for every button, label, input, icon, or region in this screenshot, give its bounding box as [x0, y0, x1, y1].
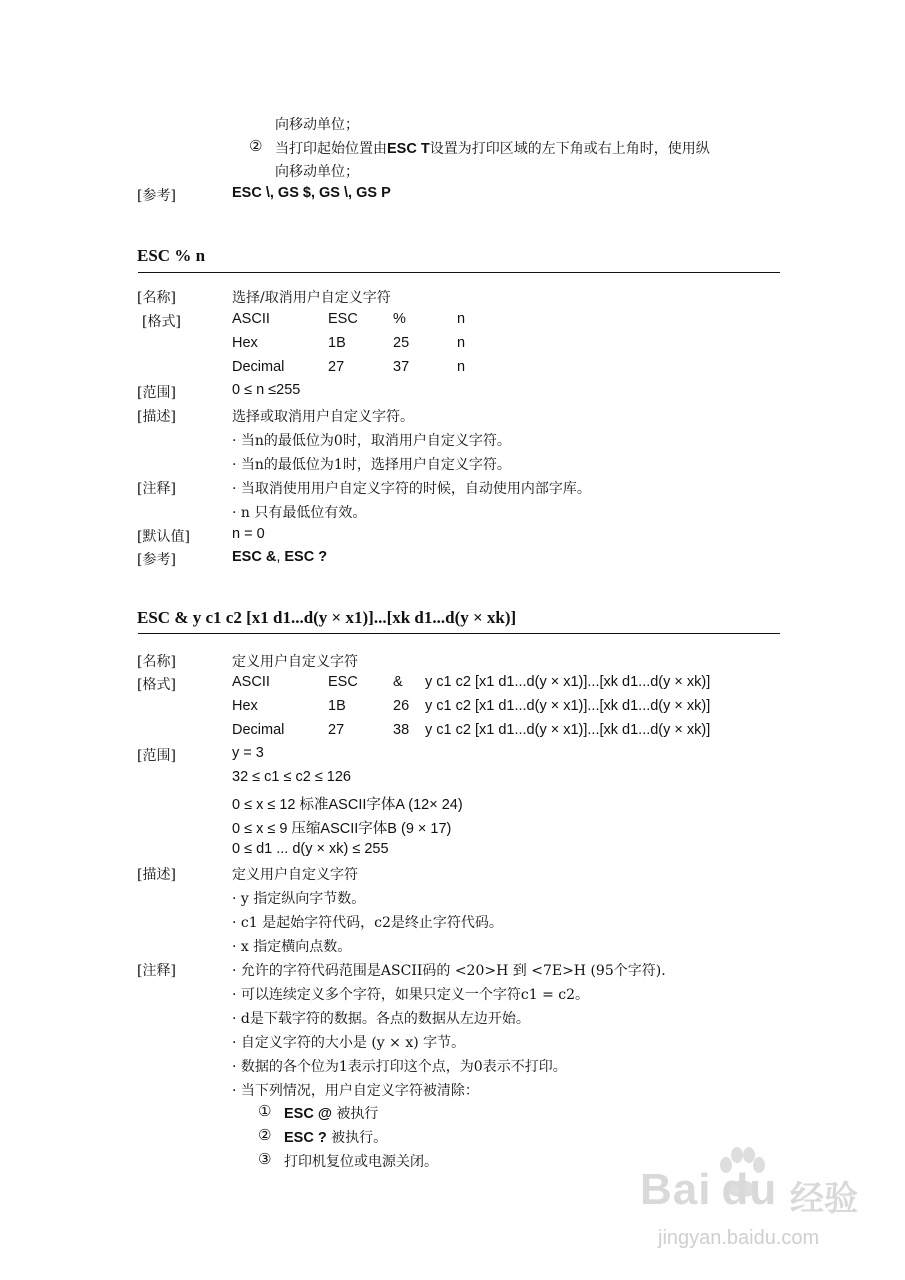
sec2-format-cell: &	[393, 674, 403, 690]
top-ref-label: [参考]	[137, 188, 176, 204]
sec2-format-cell: 27	[328, 722, 345, 738]
sec1-desc-line: · 当n的最低位为0时，取消用户自定义字符。	[232, 433, 511, 449]
sec1-format-label: [格式]	[142, 314, 181, 330]
continued-line-3: 向移动单位；	[275, 164, 359, 180]
clear-item-text: 被执行	[331, 1106, 379, 1122]
clear-item-text: 被执行。	[326, 1130, 388, 1146]
sec1-format-cell: %	[393, 311, 406, 327]
section1-title: ESC % n	[137, 246, 206, 265]
sec2-format-cell: y c1 c2 [x1 d1...d(y × x1)]...[xk d1...d(y × xk)]	[425, 698, 711, 714]
sec1-range-value: 0 ≤ n ≤255	[232, 382, 301, 398]
sec1-format-cell: Hex	[232, 335, 258, 351]
sec2-format-cell: Decimal	[232, 722, 285, 738]
sec1-default-value: n = 0	[232, 526, 265, 542]
section2-rule	[138, 633, 780, 634]
sec2-format-cell: ESC	[328, 674, 358, 690]
watermark-brand-b: du	[721, 1165, 778, 1214]
sec2-desc-line: · c1 是起始字符代码，c2是终止字符代码。	[232, 915, 503, 931]
sec2-format-cell: Hex	[232, 698, 258, 714]
item-2-code: ESC T	[387, 141, 430, 157]
sec1-ref-sep: ,	[276, 549, 285, 565]
clear-item-code: ESC @	[284, 1106, 332, 1122]
sec2-desc-line: · y 指定纵向字节数。	[232, 891, 366, 907]
sec2-format-cell: ASCII	[232, 674, 270, 690]
watermark-brand	[640, 1165, 777, 1215]
sec2-desc-line: · x 指定横向点数。	[232, 939, 352, 955]
sec1-format-cell: Decimal	[232, 359, 285, 375]
sec2-name-value: 定义用户自定义字符	[232, 654, 358, 670]
sec1-desc-line: 选择或取消用户自定义字符。	[232, 409, 414, 425]
sec1-ref-c: ESC ?	[284, 549, 328, 565]
clear-item-marker: ③	[258, 1150, 272, 1168]
sec2-format-cell: 26	[393, 698, 410, 714]
baidu-watermark	[640, 1145, 900, 1275]
watermark-url: jingyan.baidu.com	[658, 1227, 820, 1249]
watermark-cn: 经验	[790, 1179, 858, 1219]
sec1-format-cell: ASCII	[232, 311, 270, 327]
sec1-format-cell: 25	[393, 335, 410, 351]
item-2-pre: 当打印起始位置由	[275, 141, 387, 157]
sec2-format-cell: y c1 c2 [x1 d1...d(y × x1)]...[xk d1...d(y × xk)]	[425, 722, 711, 738]
sec2-format-cell: 38	[393, 722, 410, 738]
sec1-format-cell: n	[457, 359, 466, 375]
item-2-marker: ②	[249, 137, 263, 155]
sec2-range-label: [范围]	[137, 748, 176, 764]
clear-item-text: 打印机复位或电源关闭。	[284, 1154, 438, 1170]
sec1-format-cell: ESC	[328, 311, 358, 327]
continued-line-1: 向移动单位；	[275, 117, 359, 133]
clear-item-marker: ①	[258, 1102, 272, 1120]
sec2-notes-label: [注释]	[137, 963, 176, 979]
sec2-note-line: · 可以连续定义多个字符，如果只定义一个字符c1 = c2。	[232, 987, 590, 1003]
sec1-format-cell: n	[457, 335, 466, 351]
section1-rule	[138, 272, 780, 273]
sec1-notes-label: [注释]	[137, 481, 176, 497]
sec2-note-line: · d是下载字符的数据。各点的数据从左边开始。	[232, 1011, 530, 1027]
sec1-range-label: [范围]	[137, 385, 176, 401]
sec2-range-line: 0 ≤ d1 ... d(y × xk) ≤ 255	[232, 841, 389, 857]
sec2-desc-line: 定义用户自定义字符	[232, 867, 358, 883]
sec2-note-line: · 当下列情况，用户自定义字符被清除：	[232, 1083, 479, 1099]
sec1-note-line: · 当取消使用用户自定义字符的时候，自动使用内部字库。	[232, 481, 591, 497]
sec2-range-line: 32 ≤ c1 ≤ c2 ≤ 126	[232, 769, 351, 785]
sec2-note-line: · 允许的字符代码范围是ASCII码的 <20>H 到 <7E>H (95个字符).	[232, 963, 666, 979]
sec2-range-line: 0 ≤ x ≤ 12 标准ASCII字体A (12× 24)	[232, 797, 463, 813]
clear-item	[284, 1103, 378, 1123]
clear-item-marker: ②	[258, 1126, 272, 1144]
sec1-format-cell: n	[457, 311, 466, 327]
clear-item-code: ESC ?	[284, 1130, 327, 1146]
clear-item	[284, 1127, 387, 1147]
sec1-name-value: 选择/取消用户自定义字符	[232, 290, 391, 306]
sec1-desc-line: · 当n的最低位为1时，选择用户自定义字符。	[232, 457, 511, 473]
sec2-format-label: [格式]	[137, 677, 176, 693]
sec1-ref-a: ESC &	[232, 549, 277, 565]
item-2-line	[275, 138, 710, 158]
sec2-format-cell: y c1 c2 [x1 d1...d(y × x1)]...[xk d1...d(y × xk)]	[425, 674, 711, 690]
item-2-post: 设置为打印区域的左下角或右上角时，使用纵	[429, 141, 710, 157]
sec2-format-cell: 1B	[328, 698, 346, 714]
sec1-ref-label: [参考]	[137, 552, 176, 568]
sec2-desc-label: [描述]	[137, 867, 176, 883]
sec1-format-cell: 27	[328, 359, 345, 375]
sec1-ref-value	[232, 549, 327, 565]
sec1-name-label: [名称]	[137, 290, 176, 306]
sec1-desc-label: [描述]	[137, 409, 176, 425]
sec1-format-cell: 37	[393, 359, 410, 375]
sec2-note-line: · 数据的各个位为1表示打印这个点，为0表示不打印。	[232, 1059, 567, 1075]
clear-item	[284, 1151, 438, 1171]
sec2-range-line: 0 ≤ x ≤ 9 压缩ASCII字体B (9 × 17)	[232, 821, 452, 837]
watermark-brand-a: Bai	[640, 1165, 712, 1214]
sec2-note-line: · 自定义字符的大小是 (y × x) 字节。	[232, 1035, 466, 1051]
sec1-default-label: [默认值]	[137, 529, 190, 545]
sec2-range-line: y = 3	[232, 745, 264, 761]
section2-title: ESC & y c1 c2 [x1 d1...d(y × x1)]...[xk d1...d(y × xk)]	[137, 608, 517, 627]
sec1-format-cell: 1B	[328, 335, 346, 351]
sec2-name-label: [名称]	[137, 654, 176, 670]
top-ref-value: ESC \, GS $, GS \, GS P	[232, 185, 391, 201]
sec1-note-line: · n 只有最低位有效。	[232, 505, 367, 521]
